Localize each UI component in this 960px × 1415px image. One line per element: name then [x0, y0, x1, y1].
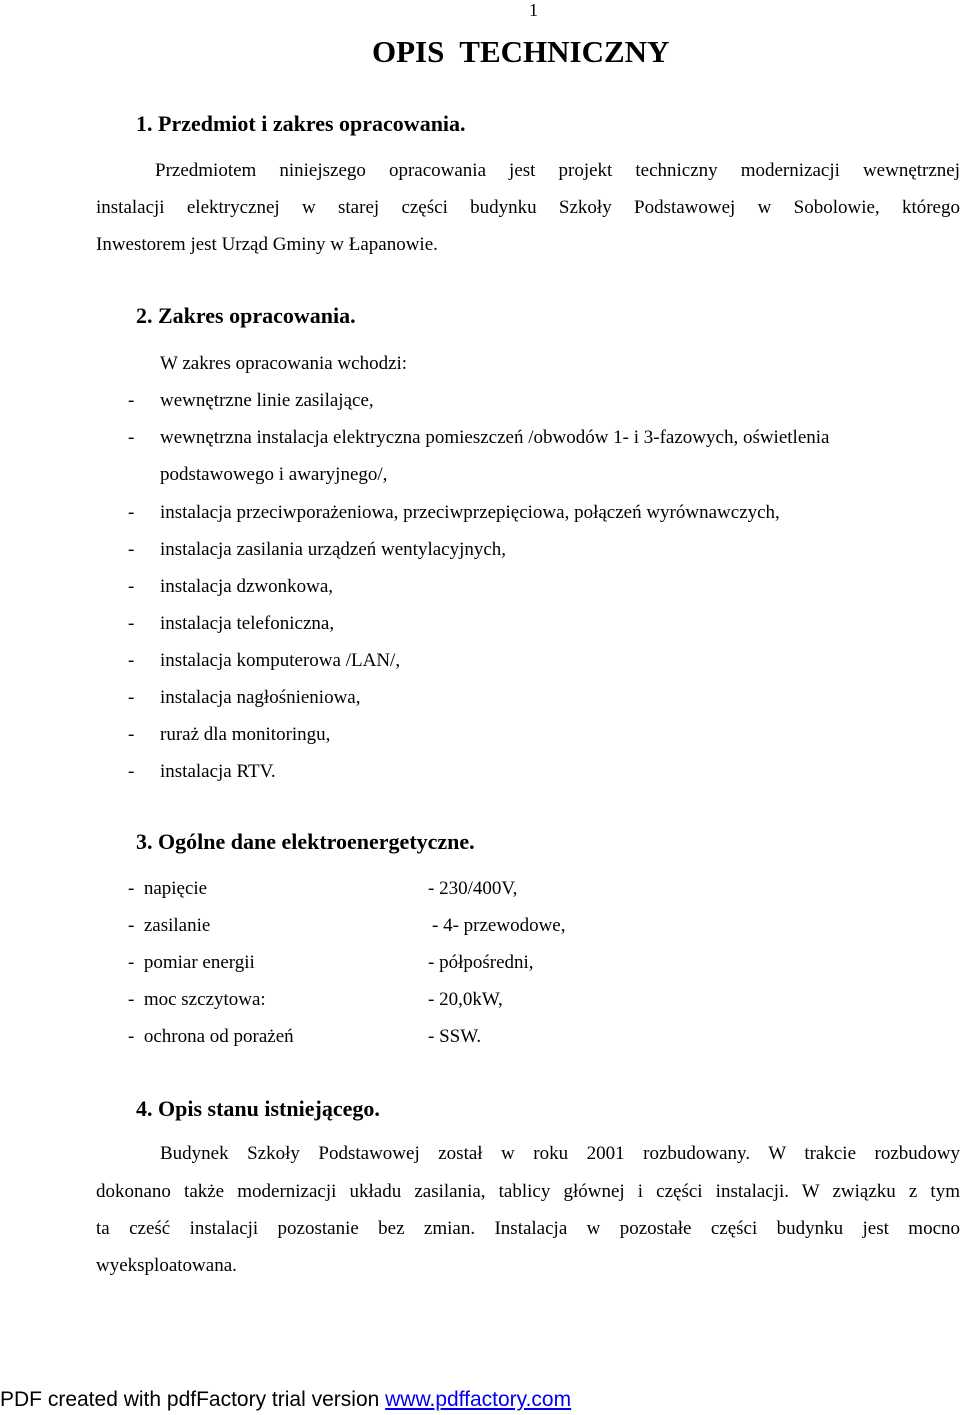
- list-bullet: -: [128, 724, 135, 745]
- list-item: ruraż dla monitoringu,: [160, 724, 331, 745]
- spec-label: - zasilanie: [128, 915, 211, 936]
- paragraph-line: dokonano także modernizacji układu zasilania, tablicy głównej i części instalacji. W związku z tym: [96, 1181, 960, 1202]
- list-item: instalacja komputerowa /LAN/,: [160, 650, 401, 671]
- section-heading-4: 4. Opis stanu istniejącego.: [136, 1096, 380, 1121]
- list-bullet: -: [128, 576, 135, 597]
- scope-intro: W zakres opracowania wchodzi:: [160, 353, 408, 374]
- paragraph-line: instalacji elektrycznej w starej części budynku Szkoły Podstawowej w Sobolowie, którego: [96, 197, 960, 218]
- list-bullet: -: [128, 650, 135, 671]
- list-item-continuation: podstawowego i awaryjnego/,: [160, 464, 388, 485]
- spec-value: - SSW.: [428, 1026, 482, 1047]
- list-item: instalacja przeciwporażeniowa, przeciwprzepięciowa, połączeń wyrównawczych,: [160, 502, 780, 523]
- list-item: instalacja nagłośnieniowa,: [160, 687, 361, 708]
- list-item: instalacja zasilania urządzeń wentylacyjnych,: [160, 539, 507, 560]
- list-bullet: -: [128, 687, 135, 708]
- list-bullet: -: [128, 761, 135, 782]
- spec-value: - 4- przewodowe,: [432, 915, 566, 936]
- list-item: instalacja RTV.: [160, 761, 276, 782]
- page-number: 1: [529, 0, 538, 20]
- spec-label: - moc szczytowa:: [128, 989, 266, 1010]
- list-item: instalacja telefoniczna,: [160, 613, 335, 634]
- spec-label: - pomiar energii: [128, 952, 255, 973]
- spec-label: - napięcie: [128, 878, 208, 899]
- list-bullet: -: [128, 539, 135, 560]
- page-title: OPIS TECHNICZNY: [372, 34, 670, 69]
- footer-text: PDF created with pdfFactory trial version: [0, 1388, 386, 1411]
- spec-value: - 20,0kW,: [428, 989, 503, 1010]
- spec-value: - 230/400V,: [428, 878, 518, 899]
- list-bullet: -: [128, 502, 135, 523]
- list-bullet: -: [128, 613, 135, 634]
- section-heading-1: 1. Przedmiot i zakres opracowania.: [136, 111, 466, 136]
- pdffactory-link[interactable]: www.pdffactory.com: [385, 1388, 572, 1411]
- paragraph-line: Przedmiotem niniejszego opracowania jest projekt techniczny modernizacji wewnętrznej: [155, 160, 960, 181]
- list-item: wewnętrzna instalacja elektryczna pomieszczeń /obwodów 1- i 3-fazowych, oświetlenia: [160, 427, 830, 448]
- spec-value: - półpośredni,: [428, 952, 534, 973]
- list-bullet: -: [128, 390, 135, 411]
- list-bullet: -: [128, 427, 135, 448]
- list-item: instalacja dzwonkowa,: [160, 576, 334, 597]
- section-heading-2: 2. Zakres opracowania.: [136, 303, 356, 328]
- section-heading-3: 3. Ogólne dane elektroenergetyczne.: [136, 829, 475, 854]
- paragraph-line: Inwestorem jest Urząd Gminy w Łapanowie.: [96, 234, 438, 255]
- paragraph-line: ta cześć instalacji pozostanie bez zmian. Instalacja w pozostałe części budynku jest mocno: [96, 1218, 960, 1239]
- paragraph-line: Budynek Szkoły Podstawowej został w roku 2001 rozbudowany. W trakcie rozbudowy: [160, 1143, 960, 1164]
- pdf-footer: [0, 1388, 571, 1412]
- list-item: wewnętrzne linie zasilające,: [160, 390, 374, 411]
- spec-label: - ochrona od porażeń: [128, 1026, 294, 1047]
- paragraph-line: wyeksploatowana.: [96, 1255, 237, 1276]
